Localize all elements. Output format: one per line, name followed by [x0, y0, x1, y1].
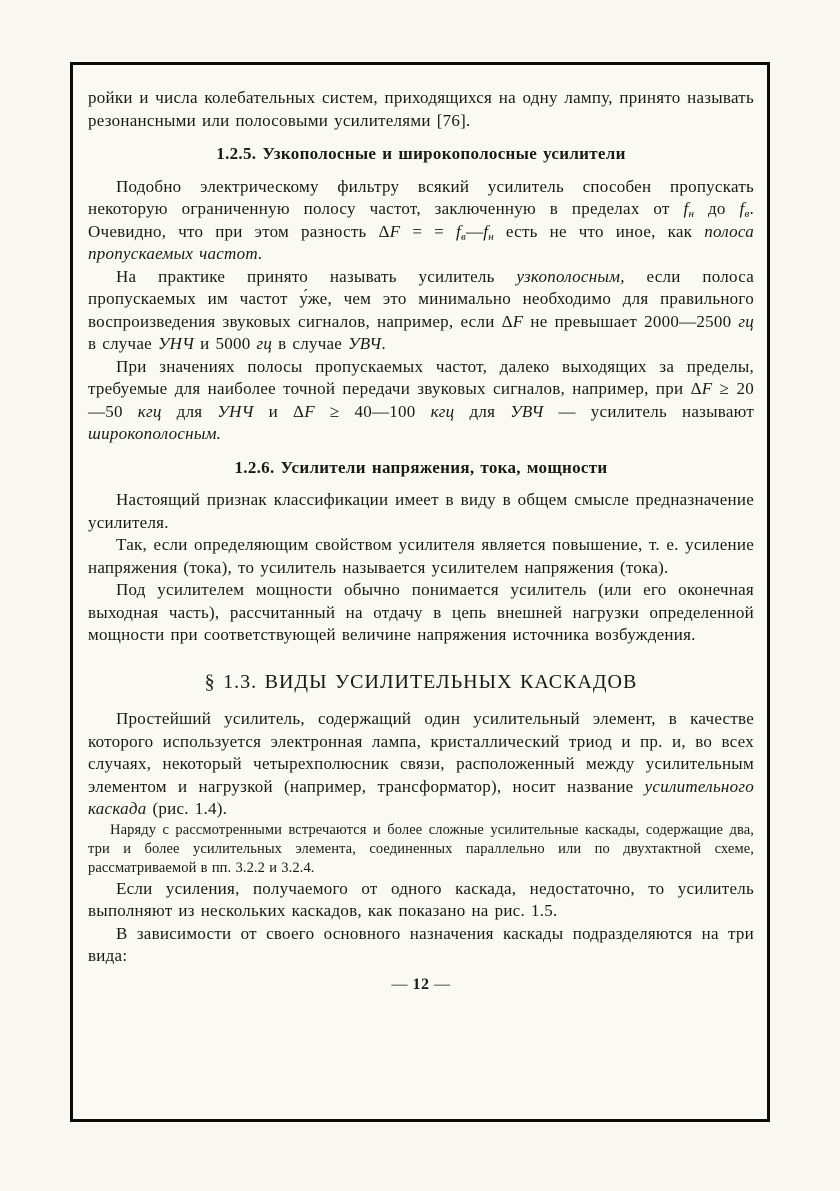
text-run: Если усиления, получаемого от одного каскада, недостаточно, то усилитель выполняют из нескольких каскадов, как показано на рис. 1.5.	[88, 878, 754, 920]
text-run: 1.2.6. Усилители напряжения, тока, мощности	[234, 457, 608, 477]
text-run: Наряду с рассмотренными встречаются и более сложные усилительные каскады, содержащие два, три и более усилительных элемента, соединенных параллельно или по двухтактной схеме, рассматриваемой в пп. 3.2.2 и 3.2.4.	[88, 821, 754, 876]
paragraph	[88, 489, 754, 534]
page-number-value: 12	[412, 975, 430, 993]
italic-text-run: УВЧ	[510, 401, 544, 421]
italic-text-run: F	[701, 379, 713, 398]
text-run: На практике принято называть усилитель	[116, 266, 517, 286]
text-run: Простейший усилитель, содержащий один усилительный элемент, в качестве которого используется электронная лампа, кристаллический триод и пр. и, во всех случаях, некоторый четырехполюсник связи, расположенный между усилительным элементом и нагрузкой (например, трансформатор), носит название	[88, 709, 754, 796]
text-run: . Очевидно, что при этом разность Δ	[88, 199, 754, 241]
italic-text-run: кгц	[137, 401, 162, 421]
text-run: не превышает 2000—2500	[523, 311, 739, 331]
text-run: для	[454, 401, 511, 421]
fine-print-paragraph	[88, 821, 754, 878]
italic-text-run: f	[739, 199, 745, 218]
text-run: для	[161, 401, 218, 421]
text-run: если полоса пропускаемых им частот у́же, чем это минимально необходимо для правильного воспроизведения звуковых сигналов, например, если Δ	[88, 266, 754, 331]
text-run: до	[694, 199, 740, 218]
page-number-dash-right: —	[429, 975, 451, 993]
text-run: 1.2.5. Узкополосные и широкополосные усилители	[216, 144, 626, 163]
text-run: в случае	[272, 334, 349, 353]
page-border-frame	[70, 62, 770, 1122]
italic-text-run: F	[512, 311, 524, 331]
text-run: Так, если определяющим свойством усилителя является повышение, т. е. усиление напряжения (тока), то усилитель называется усилителем напряжения (тока).	[88, 535, 754, 577]
paragraph	[88, 176, 754, 266]
italic-text-run: полоса пропускаемых частот.	[88, 221, 754, 263]
italic-text-run: кгц	[430, 401, 455, 421]
text-run: есть не что иное, как	[493, 221, 705, 241]
italic-text-run: узкополосным,	[516, 266, 625, 286]
text-run: .	[381, 334, 386, 353]
subscript: в	[744, 208, 750, 220]
italic-text-run: УНЧ	[157, 334, 195, 353]
text-column	[88, 87, 754, 968]
italic-text-run: усилительного каскада	[88, 776, 754, 818]
text-run: ≥ 40—100	[314, 401, 431, 421]
section-heading	[88, 457, 754, 480]
paragraph	[88, 878, 754, 923]
text-run: = =	[400, 221, 456, 241]
text-run: —	[466, 221, 484, 241]
paragraph	[88, 708, 754, 821]
paragraph	[88, 534, 754, 579]
text-run: При значениях полосы пропускаемых частот, далеко выходящих за пределы, требуемые для наиболее точной передачи звуковых сигналов, например, при Δ	[88, 356, 754, 398]
paragraph	[88, 923, 754, 968]
text-run: Настоящий признак классификации имеет в виду в общем смысле предназначение усилителя.	[88, 490, 754, 532]
text-run: ройки и числа колебательных систем, приходящихся на одну лампу, принято называть резонансными или полосовыми усилителями [76].	[88, 88, 754, 130]
subscript: н	[688, 208, 695, 220]
section-heading	[88, 143, 754, 166]
paragraph	[88, 579, 754, 647]
text-run: § 1.3. ВИДЫ УСИЛИТЕЛЬНЫХ КАСКАДОВ	[204, 670, 638, 693]
italic-text-run: широкополосным.	[88, 424, 222, 443]
paragraph	[88, 266, 754, 356]
text-run: и 5000	[194, 334, 257, 353]
text-run: В зависимости от своего основного назначения каскады подразделяются на три вида:	[88, 923, 754, 965]
italic-text-run: f	[683, 199, 689, 218]
text-run: ≥ 20—50	[88, 379, 754, 421]
italic-text-run: f	[483, 221, 489, 241]
paragraph	[88, 356, 754, 446]
text-run: — усилитель называют	[543, 401, 755, 421]
italic-text-run: F	[389, 221, 401, 241]
italic-text-run: гц	[256, 334, 273, 353]
page-number	[88, 976, 754, 994]
text-run: в случае	[88, 334, 158, 353]
page-number-dash-left: —	[391, 975, 413, 993]
text-run: и Δ	[253, 401, 305, 421]
text-run: Подобно электрическому фильтру всякий усилитель способен пропускать некоторую ограниченную полосу частот, заключенную в пределах от	[88, 176, 754, 218]
text-run: (рис. 1.4).	[146, 799, 228, 818]
italic-text-run: гц	[738, 311, 754, 331]
paragraph	[88, 87, 754, 132]
chapter-heading	[88, 671, 754, 694]
text-run: Под усилителем мощности обычно понимается усилитель (или его оконечная выходная часть), рассчитанный на отдачу в цепь внешней нагрузки определенной мощности при соответствующей величине напряжения источника возбуждения.	[88, 580, 754, 644]
subscript: н	[488, 230, 494, 243]
subscript: в	[460, 230, 466, 243]
italic-text-run: УНЧ	[217, 401, 254, 421]
italic-text-run: f	[455, 221, 461, 241]
italic-text-run: F	[304, 401, 315, 421]
italic-text-run: УВЧ	[348, 334, 382, 353]
